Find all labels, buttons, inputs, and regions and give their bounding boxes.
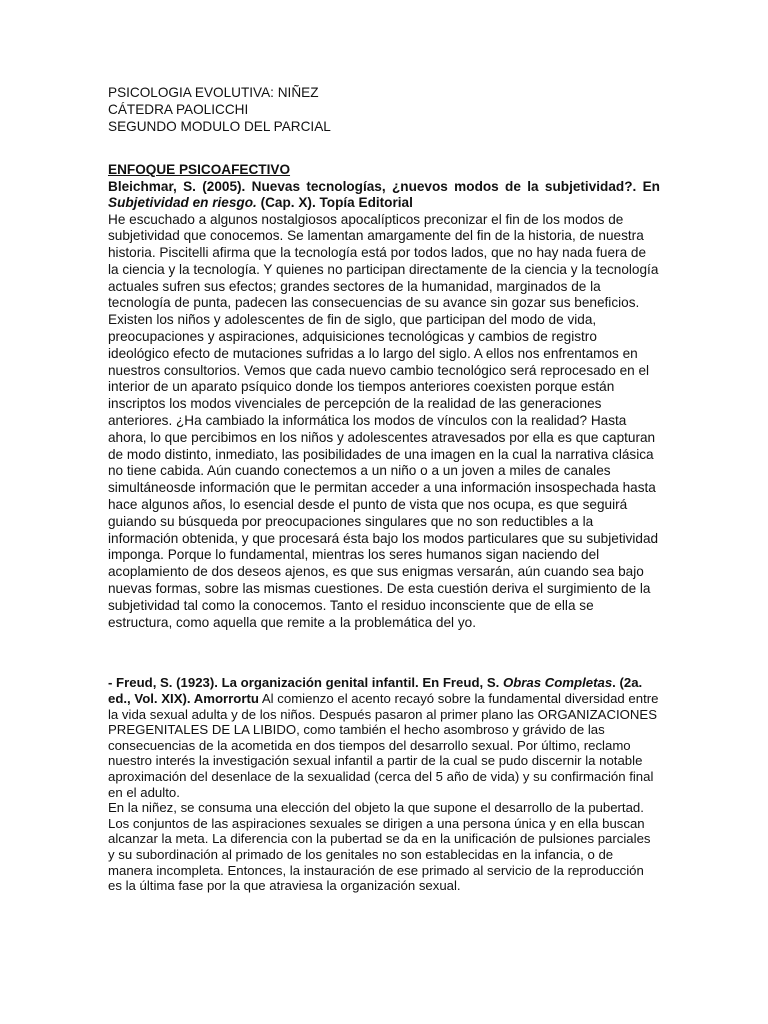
freud-book-title: Obras Completas (502, 675, 613, 691)
freud-reference-text: - Freud, S. (1923). La organización genital infantil. En Freud, S. (108, 675, 503, 691)
section-freud (108, 675, 660, 893)
course-title: PSICOLOGIA EVOLUTIVA: NIÑEZ (108, 85, 319, 100)
document-page (108, 84, 660, 894)
module-name: SEGUNDO MODULO DEL PARCIAL (108, 119, 331, 134)
bleichmar-reference (108, 179, 660, 212)
section-psicoafectivo (108, 162, 660, 631)
freud-paragraph (108, 675, 660, 800)
chair-name: CÁTEDRA PAOLICCHI (108, 102, 249, 117)
freud-summary-part2: En la niñez, se consuma una elección del objeto la que supone el desarrollo de la pubertad. Los conjuntos de las aspiraciones sexuales se dirigen a una persona única y en ella buscan alcanzar la meta. La diferencia con la pubertad se da en la unificación de pulsiones parciales y su subordinación al primado de los genitales no son establecidas en la infancia, o de manera incompleta. Entonces, la instauración de ese primado al servicio de la reproducción es la última fase por la que atraviesa la organización sexual. (108, 800, 651, 894)
bleichmar-summary: He escuchado a algunos nostalgiosos apocalípticos preconizar el fin de los modos de subjetividad que conocemos. Se lamentan amargamente del fin de la historia, de nuestra historia. Piscitelli afirma que la tecnología está por todos lados, que no hay nada fuera de la ciencia y la tecnología. Y quienes no participan directamente de la ciencia y la tecnología actuales sufren sus efectos; grandes sectores de la humanidad, marginados de la tecnología de punta, padecen las consecuencias de su avance sin gozar sus beneficios. Existen los niños y adolescentes de fin de siglo, que participan del modo de vida, preocupaciones y aspiraciones, adquisiciones tecnológicas y cambios de registro ideológico efecto de mutaciones sufridas a lo largo del siglo. A ellos nos enfrentamos en nuestros consultorios. Vemos que cada nuevo cambio tecnológico será reprocesado en el interior de un aparato psíquico donde los tiempos anteriores coexisten porque están inscriptos los modos vivenciales de percepción de la realidad de las generaciones anteriores. ¿Ha cambiado la informática los modos de vínculos con la realidad? Hasta ahora, lo que percibimos en los niños y adolescentes atravesados por ella es que capturan de modo distinto, inmediato, las posibilidades de una imagen en la cual la narrativa clásica no tiene cabida. Aún cuando conectemos a un niño o a un joven a miles de canales simultáneosde información que le permitan acceder a una información insospechada hasta hace algunos años, lo esencial desde el punto de vista que nos ocupa, es que seguirá guiando su búsqueda por preocupaciones singulares que no son reductibles a la información obtenida, y que procesará ésta bajo los modos particulares que su subjetividad imponga. Porque lo fundamental, mientras los seres humanos sigan naciendo del acoplamiento de dos deseos ajenos, es que sus enigmas versarán, aún cuando sea bajo nuevas formas, sobre las mismas cuestiones. De esta cuestión deriva el surgimiento de la subjetividad tal como la conocemos. Tanto el residuo inconsciente que de ella se estructura, como aquella que remite a la problemática del yo. (108, 211, 659, 630)
reference-book-title: Subjetividad en riesgo. (108, 195, 257, 210)
freud-summary-part1: Al comienzo el acento recayó sobre la fundamental diversidad entre la vida sexual adulta y de los niños. Después pasaron al primer plano las ORGANIZACIONES PREGENITALES DE LA LIBIDO, como también el hecho asombroso y grávido de las consecuencias de la acometida en dos tiempos del desarrollo sexual. Por último, reclamo nuestro interés la investigación sexual infantil a partir de la cual se pudo discernir la notable aproximación del desenlace de la sexualidad (cerca del 5 año de vida) y su confirmación final en el adulto. (108, 691, 659, 800)
freud-reference-text-end: . (2a. ed., Vol. XIX). Amorrortu (108, 675, 643, 707)
reference-text: Bleichmar, S. (2005). Nuevas tecnologías, ¿nuevos modos de la subjetividad?. En (108, 178, 660, 194)
reference-text-end: (Cap. X). Topía Editorial (256, 195, 413, 210)
section-title: ENFOQUE PSICOAFECTIVO (108, 162, 291, 177)
